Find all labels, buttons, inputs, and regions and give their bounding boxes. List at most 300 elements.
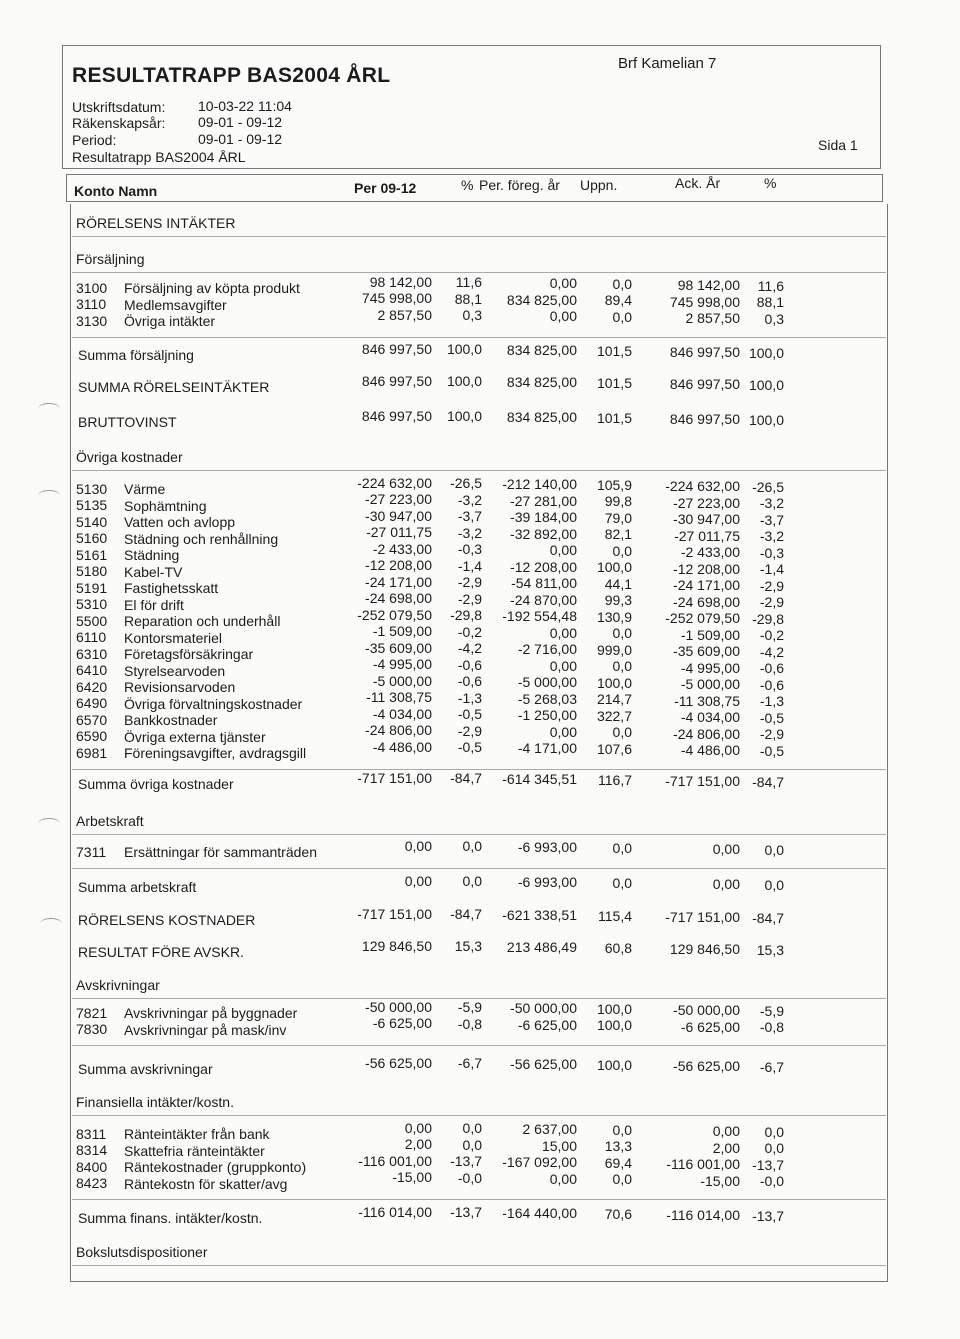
summary-uppn: 101,5 <box>596 409 632 426</box>
account-row-per: -27 223,00 <box>365 491 432 508</box>
account-row-foreg: -212 140,00 <box>502 476 577 493</box>
group-heading: Övriga kostnader <box>76 448 183 465</box>
account-row-foreg: -167 092,00 <box>502 1154 577 1171</box>
account-row-pp: -0,6 <box>457 656 482 673</box>
account-row-konto: 6410 <box>76 662 108 679</box>
col-header-pct-per: % <box>461 177 474 193</box>
account-row-ack: -4 995,00 <box>680 659 740 676</box>
account-row-uppn: 105,9 <box>596 476 632 493</box>
account-row-ack: -12 208,00 <box>673 560 740 577</box>
summary-pp: 0,0 <box>462 873 482 890</box>
summary-ack: 846 997,50 <box>669 344 740 361</box>
summary-label: Summa övriga kostnader <box>78 775 234 792</box>
meta-value-printdate: 10-03-22 11:04 <box>198 98 292 114</box>
summary-label: Summa försäljning <box>78 346 194 363</box>
account-row-per: 745 998,00 <box>361 290 432 307</box>
account-row-uppn: 0,0 <box>612 542 632 559</box>
report-subtitle: Resultatrapp BAS2004 ÅRL <box>72 149 246 165</box>
account-row-konto: 5500 <box>76 612 108 629</box>
summary-foreg: 834 825,00 <box>506 342 577 359</box>
account-row-konto: 6590 <box>76 728 108 745</box>
summary-ap: -13,7 <box>752 1207 784 1224</box>
account-row-uppn: 0,0 <box>612 1121 632 1138</box>
account-row-pp: 0,3 <box>462 307 482 324</box>
account-row-namn: Räntekostn för skatter/avg <box>124 1175 288 1192</box>
account-row-per: -24 806,00 <box>365 722 432 739</box>
account-row-per: 2,00 <box>404 1136 432 1153</box>
summary-per: 846 997,50 <box>361 407 432 424</box>
account-row-ack: -11 308,75 <box>674 692 740 709</box>
account-row-konto: 5310 <box>76 596 108 613</box>
account-row-foreg: 0,00 <box>549 624 577 641</box>
summary-ack: -717 151,00 <box>665 909 740 926</box>
summary-uppn: 115,4 <box>598 907 632 924</box>
summary-ack: 0,00 <box>712 876 740 893</box>
account-row-konto: 6420 <box>76 678 108 695</box>
account-row-namn: Revisionsarvoden <box>124 679 236 696</box>
group-heading: Avskrivningar <box>76 976 160 993</box>
account-row-ack: 2,00 <box>712 1139 740 1156</box>
account-row-konto: 3100 <box>76 279 108 296</box>
account-row-namn: Värme <box>124 481 166 498</box>
account-row-per: -5 000,00 <box>372 672 432 689</box>
account-row-per: -2 433,00 <box>372 540 432 557</box>
account-row-per: -224 632,00 <box>357 474 432 491</box>
account-row-konto: 3130 <box>76 312 108 329</box>
col-header-foreg: Per. föreg. år <box>479 177 560 193</box>
account-row-uppn: 0,0 <box>612 1171 632 1188</box>
section-divider <box>72 1045 886 1046</box>
col-header-ack: Ack. År <box>675 175 721 191</box>
account-row-ap: -2,9 <box>759 726 784 743</box>
account-row-konto: 6490 <box>76 695 108 712</box>
account-row-uppn: 0,0 <box>612 724 632 741</box>
section-divider <box>72 1115 886 1116</box>
account-row-pp: -13,7 <box>450 1153 482 1170</box>
account-row-ack: -50 000,00 <box>673 1002 740 1019</box>
summary-ack: -116 014,00 <box>666 1207 740 1224</box>
account-row-konto: 3110 <box>76 296 107 313</box>
account-row-namn: Reparation och underhåll <box>124 613 281 630</box>
account-row-uppn: 99,8 <box>604 493 632 510</box>
account-row-uppn: 214,7 <box>596 691 632 708</box>
account-row-namn: Övriga externa tjänster <box>124 728 266 745</box>
account-row-konto: 5180 <box>76 563 108 580</box>
summary-pp: -13,7 <box>450 1204 482 1221</box>
account-row-ap: -5,9 <box>759 1002 784 1019</box>
account-row-per: -15,00 <box>392 1169 432 1186</box>
group-heading: Arbetskraft <box>76 812 144 829</box>
account-row-pp: -0,5 <box>457 706 482 723</box>
account-row-uppn: 99,3 <box>604 592 632 609</box>
account-row-pp: 11,6 <box>455 274 482 291</box>
account-row-ack: 2 857,50 <box>685 310 740 327</box>
account-row-konto: 5161 <box>76 546 108 563</box>
summary-pp: -84,7 <box>450 770 482 787</box>
account-row-namn: Försäljning av köpta produkt <box>124 280 300 297</box>
account-row-ap: 0,0 <box>764 841 784 858</box>
account-row-ack: -6 625,00 <box>680 1018 740 1035</box>
account-row-namn: Kabel-TV <box>124 563 183 580</box>
account-row-per: -24 698,00 <box>365 590 432 607</box>
account-row-ap: -1,3 <box>759 693 784 710</box>
account-row-per: -4 486,00 <box>372 738 432 755</box>
account-row-uppn: 89,4 <box>604 292 632 309</box>
meta-label-fiscalyear: Räkenskapsår: <box>72 115 166 131</box>
summary-ack: 846 997,50 <box>669 376 740 393</box>
account-row-konto: 5130 <box>76 480 108 497</box>
account-row-pp: -0,6 <box>457 673 482 690</box>
account-row-per: 98 142,00 <box>369 273 432 290</box>
account-row-pp: 88,1 <box>454 290 482 307</box>
summary-per: -56 625,00 <box>365 1054 432 1071</box>
account-row-ack: -5 000,00 <box>680 676 740 693</box>
summary-ack: 846 997,50 <box>669 411 740 428</box>
account-row-foreg: 2 637,00 <box>522 1121 577 1138</box>
summary-uppn: 100,0 <box>596 1056 632 1073</box>
account-row-pp: -29,8 <box>450 607 482 624</box>
account-row-konto: 8314 <box>76 1142 108 1159</box>
account-row-foreg: -2 716,00 <box>517 641 577 658</box>
account-row-uppn: 100,0 <box>596 559 632 576</box>
report-title: RESULTATRAPP BAS2004 ÅRL <box>72 64 391 87</box>
account-row-namn: Avskrivningar på mask/inv <box>124 1021 287 1038</box>
col-header-pct: % <box>764 175 777 191</box>
account-row-uppn: 0,0 <box>612 625 632 642</box>
account-row-per: -6 625,00 <box>372 1015 432 1032</box>
account-row-ack: -30 947,00 <box>673 511 740 528</box>
account-row-ack: 0,00 <box>712 1123 740 1140</box>
account-row-ap: -2,9 <box>759 594 784 611</box>
account-row-uppn: 0,0 <box>612 275 632 292</box>
account-row-namn: Sophämtning <box>124 497 207 514</box>
account-row-ap: -13,7 <box>752 1156 784 1173</box>
account-row-konto: 5140 <box>76 513 108 530</box>
account-row-ack: -1 509,00 <box>680 626 740 643</box>
account-row-namn: Företagsförsäkringar <box>124 646 254 663</box>
meta-label-period: Period: <box>72 132 117 148</box>
section-divider <box>72 236 886 237</box>
summary-ap: -84,7 <box>752 773 784 790</box>
account-row-per: 0,00 <box>404 1119 432 1136</box>
meta-value-period: 09-01 - 09-12 <box>198 131 283 147</box>
account-row-per: -27 011,75 <box>366 524 432 541</box>
account-row-uppn: 0,0 <box>612 658 632 675</box>
account-row-foreg: 0,00 <box>549 1170 577 1187</box>
account-row-pp: -5,9 <box>457 999 482 1016</box>
account-row-foreg: 15,00 <box>541 1137 577 1154</box>
summary-per: -116 014,00 <box>358 1203 432 1220</box>
account-row-ap: -0,5 <box>759 709 784 726</box>
account-row-konto: 5160 <box>76 530 108 547</box>
account-row-konto: 8311 <box>76 1125 107 1142</box>
account-row-konto: 8423 <box>76 1175 108 1192</box>
summary-uppn: 70,6 <box>604 1205 632 1222</box>
section-divider <box>72 470 886 471</box>
account-row-ack: -24 698,00 <box>673 593 740 610</box>
account-row-ack: -35 609,00 <box>673 643 740 660</box>
account-row-pp: -2,9 <box>457 574 482 591</box>
account-row-foreg: -1 250,00 <box>517 707 577 724</box>
account-row-konto: 7311 <box>76 843 107 860</box>
account-row-ack: -27 011,75 <box>674 527 740 544</box>
account-row-foreg: 0,00 <box>549 657 577 674</box>
account-row-per: -11 308,75 <box>366 689 432 706</box>
account-row-ap: 11,6 <box>757 277 784 294</box>
account-row-konto: 5191 <box>76 579 108 596</box>
account-row-pp: -0,3 <box>457 541 482 558</box>
section-divider <box>72 1265 886 1266</box>
account-row-pp: -3,2 <box>457 524 482 541</box>
account-row-ack: -252 079,50 <box>665 610 740 627</box>
account-row-foreg: -39 184,00 <box>510 509 577 526</box>
account-row-namn: Avskrivningar på byggnader <box>124 1005 298 1022</box>
summary-per: 846 997,50 <box>361 372 432 389</box>
account-row-uppn: 13,3 <box>604 1138 632 1155</box>
account-row-foreg: -12 208,00 <box>510 558 577 575</box>
account-row-pp: -0,8 <box>457 1015 482 1032</box>
account-row-per: -1 509,00 <box>372 623 432 640</box>
account-row-uppn: 79,0 <box>604 509 632 526</box>
account-row-foreg: -4 171,00 <box>517 740 577 757</box>
group-heading: Försäljning <box>76 250 145 267</box>
summary-ap: 100,0 <box>748 344 784 361</box>
summary-label: SUMMA RÖRELSEINTÄKTER <box>78 378 270 395</box>
account-row-foreg: -24 870,00 <box>510 591 577 608</box>
summary-per: 129 846,50 <box>361 937 432 954</box>
account-row-uppn: 0,0 <box>612 839 632 856</box>
account-row-pp: -0,2 <box>457 623 482 640</box>
account-row-ap: -3,2 <box>759 528 784 545</box>
account-row-foreg: -6 625,00 <box>517 1016 577 1033</box>
summary-ap: 15,3 <box>756 941 784 958</box>
col-header-konto-namn: Konto Namn <box>74 183 158 199</box>
summary-ack: -56 625,00 <box>673 1058 740 1075</box>
account-row-uppn: 322,7 <box>596 707 632 724</box>
account-row-pp: 0,0 <box>462 1120 482 1137</box>
account-row-foreg: 834 825,00 <box>506 291 577 308</box>
account-row-pp: -3,2 <box>457 491 482 508</box>
account-row-ack: 745 998,00 <box>669 293 740 310</box>
account-row-konto: 7821 <box>76 1004 108 1021</box>
account-row-namn: Ersättningar för sammanträden <box>124 844 317 861</box>
account-row-ap: -29,8 <box>752 610 784 627</box>
summary-ap: -6,7 <box>759 1058 784 1075</box>
account-row-foreg: 0,00 <box>549 275 577 292</box>
account-row-foreg: -6 993,00 <box>517 839 577 856</box>
account-row-namn: Fastighetsskatt <box>124 580 219 597</box>
summary-pp: 100,0 <box>446 408 482 425</box>
account-row-ack: 0,00 <box>712 841 740 858</box>
account-row-pp: -0,5 <box>457 739 482 756</box>
summary-pp: 15,3 <box>454 938 482 955</box>
account-row-foreg: 0,00 <box>549 542 577 559</box>
account-row-per: -50 000,00 <box>365 998 432 1015</box>
account-row-foreg: -50 000,00 <box>510 1000 577 1017</box>
account-row-konto: 6310 <box>76 645 108 662</box>
account-row-per: -12 208,00 <box>365 557 432 574</box>
summary-ap: -84,7 <box>752 909 784 926</box>
account-row-ap: -0,3 <box>759 544 784 561</box>
summary-per: -717 151,00 <box>357 905 432 922</box>
account-row-konto: 5135 <box>76 497 108 514</box>
summary-foreg: 834 825,00 <box>506 409 577 426</box>
account-row-konto: 7830 <box>76 1021 108 1038</box>
summary-pp: -6,7 <box>457 1055 482 1072</box>
account-row-uppn: 100,0 <box>596 1017 632 1034</box>
account-row-konto: 8400 <box>76 1158 108 1175</box>
summary-foreg: -6 993,00 <box>517 874 577 891</box>
summary-pp: -84,7 <box>450 906 482 923</box>
account-row-ap: -4,2 <box>759 643 784 660</box>
section-divider <box>72 272 886 273</box>
account-row-uppn: 100,0 <box>596 674 632 691</box>
account-row-ap: -1,4 <box>759 561 784 578</box>
account-row-uppn: 107,6 <box>596 740 632 757</box>
summary-per: 846 997,50 <box>361 340 432 357</box>
account-row-namn: Föreningsavgifter, avdragsgill <box>124 745 307 762</box>
account-row-uppn: 130,9 <box>596 608 632 625</box>
account-row-pp: -26,5 <box>450 475 482 492</box>
account-row-namn: Städning och renhållning <box>124 530 279 547</box>
section-divider <box>72 337 886 338</box>
account-row-ap: -0,8 <box>759 1019 784 1036</box>
account-row-foreg: 0,00 <box>549 308 577 325</box>
account-row-pp: -2,9 <box>457 590 482 607</box>
summary-per: 0,00 <box>404 872 432 889</box>
page-number: Sida 1 <box>818 137 858 153</box>
summary-label: Summa finans. intäkter/kostn. <box>78 1209 263 1226</box>
account-row-ap: -0,6 <box>759 660 784 677</box>
account-row-ap: -3,2 <box>759 495 784 512</box>
summary-label: RÖRELSENS KOSTNADER <box>78 911 256 928</box>
summary-uppn: 60,8 <box>604 939 632 956</box>
account-row-ack: -2 433,00 <box>680 544 740 561</box>
account-row-ap: 0,0 <box>764 1123 784 1140</box>
account-row-namn: Kontorsmateriel <box>124 629 223 646</box>
account-row-uppn: 0,0 <box>612 308 632 325</box>
account-row-namn: Skattefria ränteintäkter <box>124 1142 265 1159</box>
summary-uppn: 101,5 <box>596 342 632 359</box>
account-row-ap: -2,9 <box>759 577 784 594</box>
account-row-pp: 0,0 <box>462 838 482 855</box>
account-row-pp: -1,3 <box>457 689 482 706</box>
group-heading: Finansiella intäkter/kostn. <box>76 1093 234 1110</box>
account-row-uppn: 100,0 <box>596 1000 632 1017</box>
summary-foreg: -164 440,00 <box>502 1205 577 1222</box>
account-row-namn: Styrelsearvoden <box>124 662 226 679</box>
account-row-foreg: -5 268,03 <box>517 690 577 707</box>
account-row-pp: 0,0 <box>462 1136 482 1153</box>
summary-foreg: 834 825,00 <box>506 374 577 391</box>
account-row-ack: -4 486,00 <box>680 742 740 759</box>
summary-ack: -717 151,00 <box>665 773 740 790</box>
account-row-per: -116 001,00 <box>358 1152 432 1169</box>
account-row-namn: Ränteintäkter från bank <box>124 1126 270 1143</box>
summary-ack: 129 846,50 <box>669 941 740 958</box>
account-row-per: -30 947,00 <box>365 507 432 524</box>
account-row-ap: 88,1 <box>756 294 784 311</box>
summary-uppn: 116,7 <box>598 771 632 788</box>
summary-label: Summa avskrivningar <box>78 1060 213 1077</box>
account-row-ap: -0,0 <box>759 1173 784 1190</box>
summary-label: Summa arbetskraft <box>78 878 197 895</box>
meta-label-printdate: Utskriftsdatum: <box>72 99 166 115</box>
account-row-per: -252 079,50 <box>357 606 432 623</box>
account-row-ack: 98 142,00 <box>677 277 740 294</box>
account-row-per: -24 171,00 <box>365 573 432 590</box>
summary-uppn: 0,0 <box>612 874 632 891</box>
summary-uppn: 101,5 <box>596 374 632 391</box>
account-row-namn: Övriga intäkter <box>124 313 216 330</box>
account-row-uppn: 44,1 <box>604 575 632 592</box>
account-row-foreg: -5 000,00 <box>517 674 577 691</box>
summary-ap: 100,0 <box>748 376 784 393</box>
account-row-ap: -0,6 <box>759 676 784 693</box>
account-row-foreg: -192 554,48 <box>502 608 577 625</box>
account-row-ack: -27 223,00 <box>673 494 740 511</box>
account-row-ap: 0,3 <box>764 310 784 327</box>
summary-per: -717 151,00 <box>357 769 432 786</box>
account-row-pp: -4,2 <box>457 640 482 657</box>
account-row-ack: -24 171,00 <box>673 577 740 594</box>
account-row-uppn: 82,1 <box>604 526 632 543</box>
summary-pp: 100,0 <box>446 341 482 358</box>
account-row-namn: Vatten och avlopp <box>124 514 236 531</box>
col-header-per: Per 09-12 <box>354 180 417 196</box>
account-row-ap: -0,2 <box>759 627 784 644</box>
account-row-pp: -0,0 <box>457 1169 482 1186</box>
account-row-namn: Städning <box>124 547 180 564</box>
summary-foreg: 213 486,49 <box>506 939 577 956</box>
account-row-ap: -3,7 <box>759 511 784 528</box>
summary-label: BRUTTOVINST <box>78 413 177 430</box>
summary-pp: 100,0 <box>446 373 482 390</box>
company-name: Brf Kamelian 7 <box>618 55 717 72</box>
meta-value-fiscalyear: 09-01 - 09-12 <box>198 114 283 130</box>
account-row-foreg: -27 281,00 <box>510 492 577 509</box>
summary-label: RESULTAT FÖRE AVSKR. <box>78 943 244 960</box>
section-divider <box>72 834 886 835</box>
account-row-per: 2 857,50 <box>377 306 432 323</box>
summary-foreg: -56 625,00 <box>510 1056 577 1073</box>
account-row-per: -4 034,00 <box>372 705 432 722</box>
account-row-uppn: 999,0 <box>596 641 632 658</box>
summary-ap: 100,0 <box>748 411 784 428</box>
account-row-konto: 6570 <box>76 711 108 728</box>
section-heading: RÖRELSENS INTÄKTER <box>76 214 236 231</box>
account-row-foreg: -54 811,00 <box>511 575 577 592</box>
account-row-ack: -4 034,00 <box>680 709 740 726</box>
section-divider <box>72 868 886 869</box>
account-row-namn: Övriga förvaltningskostnader <box>124 695 303 712</box>
account-row-per: -35 609,00 <box>365 639 432 656</box>
account-row-namn: El för drift <box>124 596 184 613</box>
account-row-foreg: -32 892,00 <box>510 525 577 542</box>
account-row-per: -4 995,00 <box>372 656 432 673</box>
summary-foreg: -621 338,51 <box>502 907 577 924</box>
account-row-ack: -224 632,00 <box>665 478 740 495</box>
account-row-namn: Räntekostnader (gruppkonto) <box>124 1159 307 1176</box>
account-row-namn: Bankkostnader <box>124 712 218 729</box>
account-row-namn: Medlemsavgifter <box>124 296 227 313</box>
account-row-ack: -116 001,00 <box>666 1156 740 1173</box>
account-row-ack: -15,00 <box>700 1172 740 1189</box>
account-row-konto: 6981 <box>76 744 108 761</box>
section-divider <box>72 1199 886 1200</box>
account-row-konto: 6110 <box>76 629 107 646</box>
account-row-uppn: 69,4 <box>604 1154 632 1171</box>
